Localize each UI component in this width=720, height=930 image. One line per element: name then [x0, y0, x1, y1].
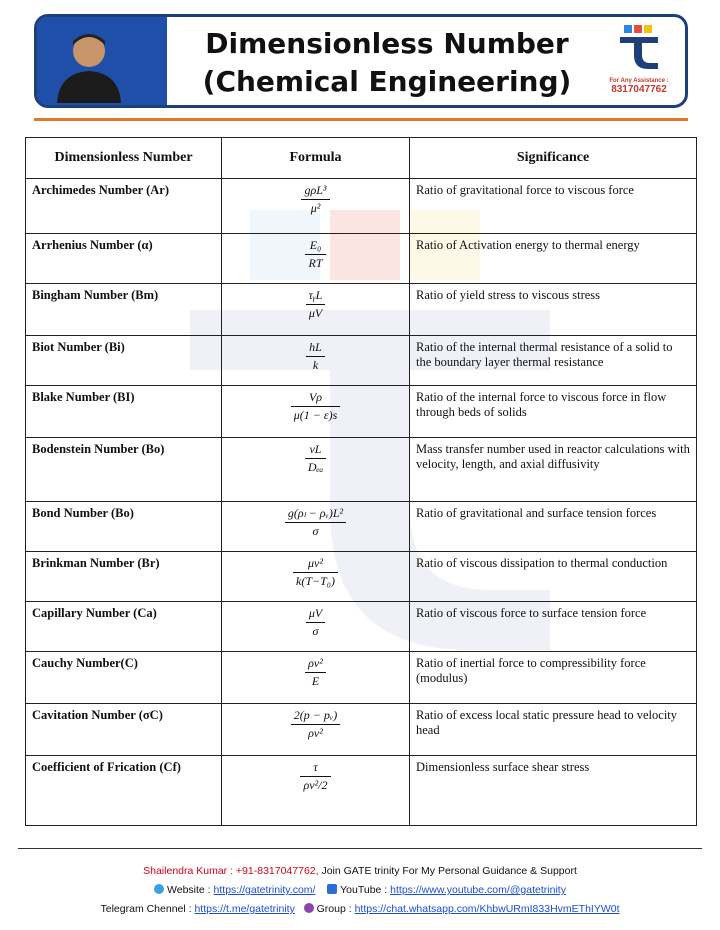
table-row: [26, 336, 697, 386]
formula-numerator: τᵧL: [306, 288, 326, 305]
formula-numerator: g(ρₗ − ρᵥ)L²: [285, 506, 346, 523]
formula-denominator: Dₑₐ: [307, 460, 324, 474]
formula-fraction: [305, 656, 326, 689]
formula-fraction: [291, 390, 341, 423]
formula-cell: [222, 284, 410, 336]
formula-numerator: τ: [300, 760, 330, 777]
contact-message: Join GATE trinity For My Personal Guidance & Support: [318, 865, 577, 877]
table-row: [26, 438, 697, 502]
group-link[interactable]: https://chat.whatsapp.com/KhbwURmI833HvmEThIYW0t: [354, 903, 620, 915]
formula-denominator: E: [311, 674, 320, 688]
significance-cell: Ratio of the internal force to viscous force in flow through beds of solids: [410, 386, 697, 438]
formula-numerator: vL: [305, 442, 326, 459]
table-row: [26, 552, 697, 602]
number-name: Arrhenius Number (α): [26, 234, 222, 284]
formula-numerator: 2(p − pᵥ): [291, 708, 340, 725]
number-name: Bingham Number (Bm): [26, 284, 222, 336]
website-label: Website :: [167, 884, 214, 896]
contact-name: Shailendra Kumar : +91-8317047762,: [143, 865, 319, 877]
table-row: [26, 179, 697, 234]
formula-numerator: μv²: [293, 556, 338, 573]
formula-fraction: [306, 606, 325, 639]
formula-cell: [222, 756, 410, 826]
formula-fraction: [293, 556, 338, 589]
formula-denominator: σ: [312, 524, 319, 538]
formula-cell: [222, 386, 410, 438]
table-row: [26, 756, 697, 826]
formula-fraction: [291, 708, 340, 741]
formula-denominator: RT: [308, 256, 323, 270]
formula-numerator: gρL³: [301, 183, 329, 200]
formula-numerator: Vρ: [291, 390, 341, 407]
formula-cell: [222, 502, 410, 552]
page-title-line1: Dimensionless Number: [205, 27, 569, 60]
assistance-label: For Any Assistance :: [609, 78, 669, 84]
formula-cell: [222, 336, 410, 386]
formula-numerator: E₀: [305, 238, 325, 255]
assistance-phone: 8317047762: [611, 84, 667, 95]
dimensionless-table: [25, 137, 697, 826]
group-label: Group :: [316, 903, 355, 915]
column-header: Formula: [222, 138, 410, 179]
formula-fraction: [300, 760, 330, 793]
header-divider: [34, 118, 688, 121]
number-name: Cauchy Number(C): [26, 652, 222, 704]
trinity-logo-icon: [614, 23, 664, 73]
formula-denominator: k: [312, 358, 319, 372]
formula-cell: [222, 179, 410, 234]
website-link[interactable]: https://gatetrinity.com/: [213, 884, 316, 896]
significance-cell: Ratio of inertial force to compressibility force (modulus): [410, 652, 697, 704]
footer-social: [0, 903, 720, 915]
table-row: [26, 234, 697, 284]
page-header: [34, 14, 688, 108]
table-row: [26, 704, 697, 756]
table-row: [26, 652, 697, 704]
youtube-link[interactable]: https://www.youtube.com/@gatetrinity: [390, 884, 566, 896]
youtube-label: YouTube :: [340, 884, 391, 896]
formula-fraction: [305, 238, 325, 271]
table-row: [26, 284, 697, 336]
number-name: Brinkman Number (Br): [26, 552, 222, 602]
table-row: [26, 602, 697, 652]
significance-cell: Ratio of excess local static pressure head to velocity head: [410, 704, 697, 756]
significance-cell: Mass transfer number used in reactor calculations with velocity, length, and axial diffusivity: [410, 438, 697, 502]
presenter-avatar: [49, 23, 129, 103]
table-row: [26, 386, 697, 438]
formula-denominator: μV: [308, 306, 323, 320]
formula-cell: [222, 234, 410, 284]
significance-cell: Ratio of yield stress to viscous stress: [410, 284, 697, 336]
youtube-icon: [327, 884, 337, 894]
footer-contact: [0, 865, 720, 877]
number-name: Bond Number (Bo): [26, 502, 222, 552]
formula-denominator: μ²: [310, 201, 321, 215]
significance-cell: Ratio of gravitational force to viscous force: [410, 179, 697, 234]
number-name: Capillary Number (Ca): [26, 602, 222, 652]
significance-cell: Dimensionless surface shear stress: [410, 756, 697, 826]
formula-fraction: [301, 183, 329, 216]
formula-fraction: [306, 340, 325, 373]
formula-cell: [222, 552, 410, 602]
formula-numerator: ρv²: [305, 656, 326, 673]
whatsapp-icon: [304, 903, 314, 913]
footer-divider: [18, 848, 702, 849]
number-name: Archimedes Number (Ar): [26, 179, 222, 234]
formula-denominator: k(T−T₀): [296, 574, 335, 588]
formula-cell: [222, 652, 410, 704]
column-header: Significance: [410, 138, 697, 179]
table-header-row: [26, 138, 697, 179]
significance-cell: Ratio of gravitational and surface tension forces: [410, 502, 697, 552]
significance-cell: Ratio of Activation energy to thermal energy: [410, 234, 697, 284]
formula-fraction: [305, 442, 326, 475]
column-header: Dimensionless Number: [26, 138, 222, 179]
number-name: Blake Number (BI): [26, 386, 222, 438]
significance-cell: Ratio of viscous force to surface tension force: [410, 602, 697, 652]
formula-numerator: hL: [306, 340, 325, 357]
telegram-label: Telegram Chennel :: [100, 903, 195, 915]
footer-links: [0, 884, 720, 896]
formula-fraction: [306, 288, 326, 321]
formula-denominator: μ(1 − ε)s: [293, 408, 338, 422]
number-name: Bodenstein Number (Bo): [26, 438, 222, 502]
table-body: [26, 179, 697, 826]
brand-logo: [601, 23, 677, 103]
number-name: Biot Number (Bi): [26, 336, 222, 386]
significance-cell: Ratio of viscous dissipation to thermal conduction: [410, 552, 697, 602]
number-name: Cavitation Number (σC): [26, 704, 222, 756]
formula-denominator: σ: [312, 624, 319, 638]
globe-icon: [154, 884, 164, 894]
formula-denominator: ρv²: [308, 726, 323, 740]
formula-cell: [222, 602, 410, 652]
formula-denominator: ρv²/2: [303, 778, 328, 792]
page-title-line2: (Chemical Engineering): [202, 65, 572, 98]
telegram-link[interactable]: https://t.me/gatetrinity: [194, 903, 295, 915]
formula-cell: [222, 704, 410, 756]
table-row: [26, 502, 697, 552]
number-name: Coefficient of Frication (Cf): [26, 756, 222, 826]
formula-cell: [222, 438, 410, 502]
formula-fraction: [285, 506, 346, 539]
significance-cell: Ratio of the internal thermal resistance of a solid to the boundary layer thermal resistance: [410, 336, 697, 386]
formula-numerator: μV: [306, 606, 325, 623]
